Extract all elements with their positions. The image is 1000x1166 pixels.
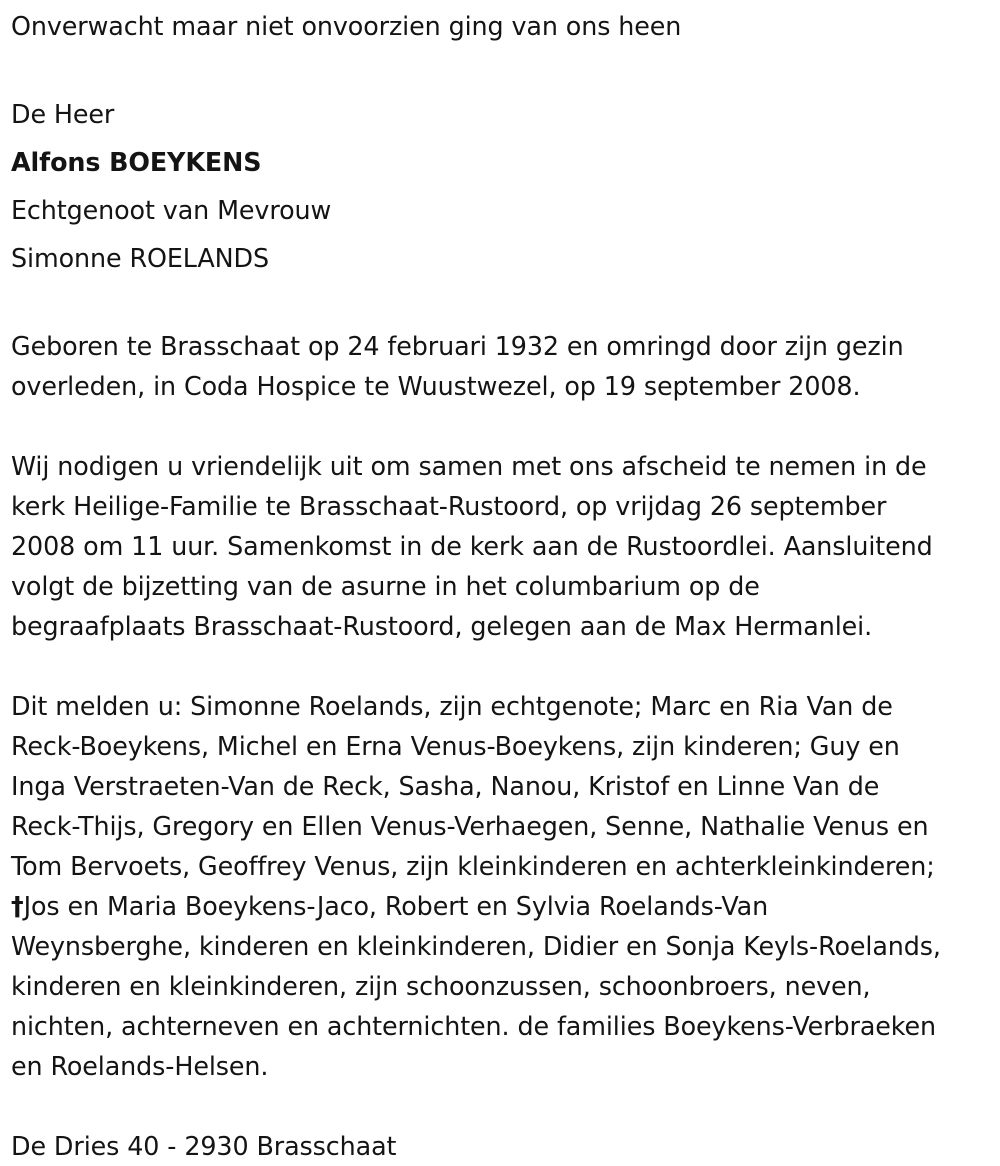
spacer [11,286,995,326]
paragraph-line: Weynsberghe, kinderen en kleinkinderen, Didier en Sonja Keyls-Roelands, [11,931,941,961]
paragraph-line: nichten, achterneven en achternichten. de families Boeykens-Verbraeken [11,1011,936,1041]
cross-icon: † [11,891,24,921]
announcement-paragraph [11,686,995,1086]
paragraph-line: Inga Verstraeten-Van de Reck, Sasha, Nanou, Kristof en Linne Van de [11,771,880,801]
paragraph-line: kinderen en kleinkinderen, zijn schoonzussen, schoonbroers, neven, [11,971,871,1001]
paragraph-line: Dit melden u: Simonne Roelands, zijn echtgenote; Marc en Ria Van de [11,691,893,721]
paragraph-line: Geboren te Brasschaat op 24 februari 1932 en omringd door zijn gezin [11,331,904,361]
deceased-title: De Heer [11,99,115,129]
paragraph-line: volgt de bijzetting van de asurne in het columbarium op de [11,571,760,601]
paragraph-line-text: Jos en Maria Boeykens-Jaco, Robert en Sylvia Roelands-Van [23,891,769,921]
paragraph-line: Reck-Boeykens, Michel en Erna Venus-Boeykens, zijn kinderen; Guy en [11,731,900,761]
paragraph-line: 2008 om 11 uur. Samenkomst in de kerk aan de Rustoordlei. Aansluitend [11,531,933,561]
paragraph-line: Reck-Thijs, Gregory en Ellen Venus-Verhaegen, Senne, Nathalie Venus en [11,811,929,841]
paragraph-line: Wij nodigen u vriendelijk uit om samen met ons afscheid te nemen in de [11,451,927,481]
spacer [11,646,995,686]
paragraph-line: kerk Heilige-Familie te Brasschaat-Rustoord, op vrijdag 26 september [11,491,887,521]
paragraph-line: en Roelands-Helsen. [11,1051,269,1081]
spacer [11,406,995,446]
address-line: De Dries 40 - 2930 Brasschaat [11,1131,397,1161]
deceased-relation: Echtgenoot van Mevrouw [11,195,332,225]
opening-line: Onverwacht maar niet onvoorzien ging van ons heen [11,11,682,41]
spacer [11,54,995,94]
deceased-name: Alfons BOEYKENS [11,147,262,177]
invitation-paragraph [11,446,995,646]
paragraph-line: overleden, in Coda Hospice te Wuustwezel, op 19 september 2008. [11,371,861,401]
spacer [11,1086,995,1126]
spouse-name: Simonne ROELANDS [11,243,269,273]
paragraph-line: begraafplaats Brasschaat-Rustoord, gelegen aan de Max Hermanlei. [11,611,873,641]
birth-death-paragraph [11,326,995,406]
paragraph-line: Tom Bervoets, Geoffrey Venus, zijn kleinkinderen en achterkleinkinderen; [11,851,935,881]
obituary-document [11,6,995,1166]
paragraph-line-with-cross [11,886,995,926]
